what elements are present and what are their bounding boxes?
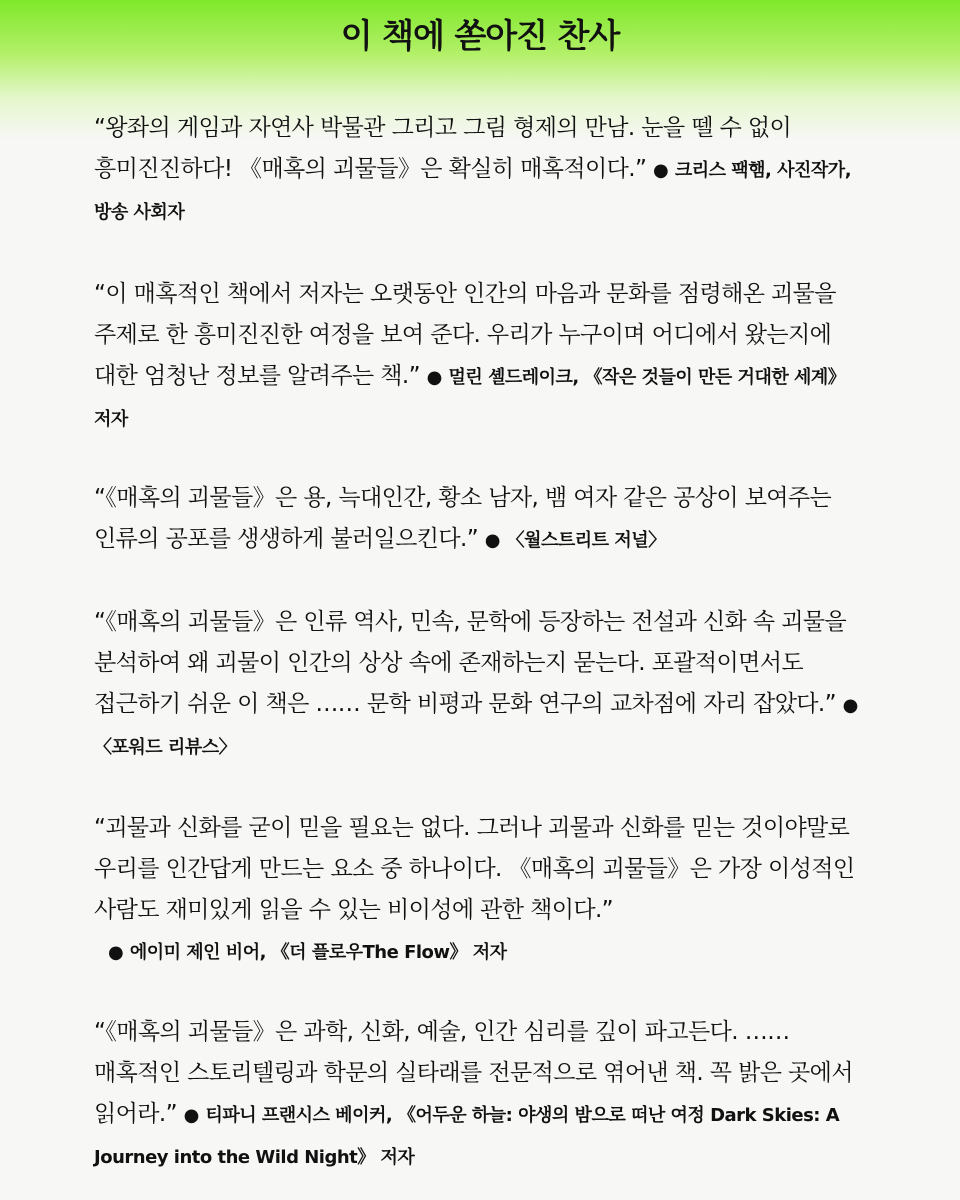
bullet-icon: ● (108, 942, 124, 963)
review-attribution: 〈월스트리트 저널〉 (506, 530, 666, 551)
bullet-icon: ● (426, 367, 442, 388)
review-text: “괴물과 신화를 굳이 믿을 필요는 없다. 그러나 괴물과 신화를 믿는 것이야말로 우리를 인간답게 만드는 요소 중 하나이다. 《매혹의 괴물들》은 가장 이성적인 사람도 재미있게 읽을 수 있는 비이성에 관한 책이다.” (94, 815, 855, 923)
review-quote (94, 602, 874, 768)
review-text: “《매혹의 괴물들》은 과학, 신화, 예술, 인간 심리를 깊이 파고든다. …… 매혹적인 스토리텔링과 학문의 실타래를 전문적으로 엮어낸 책. 꼭 밝은 곳에서 읽어라.” (94, 1019, 853, 1127)
review-text: “《매혹의 괴물들》은 인류 역사, 민속, 문학에 등장하는 전설과 신화 속 괴물을 분석하여 왜 괴물이 인간의 상상 속에 존재하는지 묻는다. 포괄적이면서도 접근하기 쉬운 이 책은 …… 문학 비평과 문화 연구의 교차점에 자리 잡았다.” (94, 609, 847, 717)
review-attribution: 〈포워드 리뷰스〉 (94, 737, 237, 758)
review-quote (94, 478, 874, 561)
review-quote (94, 108, 874, 233)
bullet-icon: ● (653, 160, 669, 181)
bullet-icon: ● (842, 695, 858, 716)
review-text: “왕좌의 게임과 자연사 박물관 그리고 그림 형제의 만남. 눈을 뗄 수 없이 흥미진진하다! 《매혹의 괴물들》은 확실히 매혹적이다.” (94, 115, 792, 182)
review-quote (94, 808, 874, 973)
review-quote (94, 274, 874, 440)
review-quote (94, 1012, 874, 1178)
review-attribution: 에이미 제인 비어, 《더 플로우The Flow》 저자 (129, 942, 507, 963)
review-attribution: 멀린 셸드레이크, 《작은 것들이 만든 거대한 세계》 저자 (94, 367, 846, 430)
review-text: “《매혹의 괴물들》은 용, 늑대인간, 황소 남자, 뱀 여자 같은 공상이 보여주는 인류의 공포를 생생하게 불러일으킨다.” (94, 485, 832, 552)
review-attribution: 티파니 프랜시스 베이커, 《어두운 하늘: 야생의 밤으로 떠난 여정 Dark Skies: A Journey into the Wild Night》 저자 (94, 1105, 840, 1168)
page-title: 이 책에 쏟아진 찬사 (340, 16, 620, 55)
review-attribution: 크리스 팩햄, 사진작가, 방송 사회자 (94, 160, 852, 223)
bullet-icon: ● (183, 1105, 199, 1126)
review-text: “이 매혹적인 책에서 저자는 오랫동안 인간의 마음과 문화를 점령해온 괴물을 주제로 한 흥미진진한 여정을 보여 준다. 우리가 누구이며 어디에서 왔는지에 대한 엄청난 정보를 알려주는 책.” (94, 281, 836, 389)
review-attribution-line (94, 931, 874, 973)
bullet-icon: ● (484, 530, 500, 551)
